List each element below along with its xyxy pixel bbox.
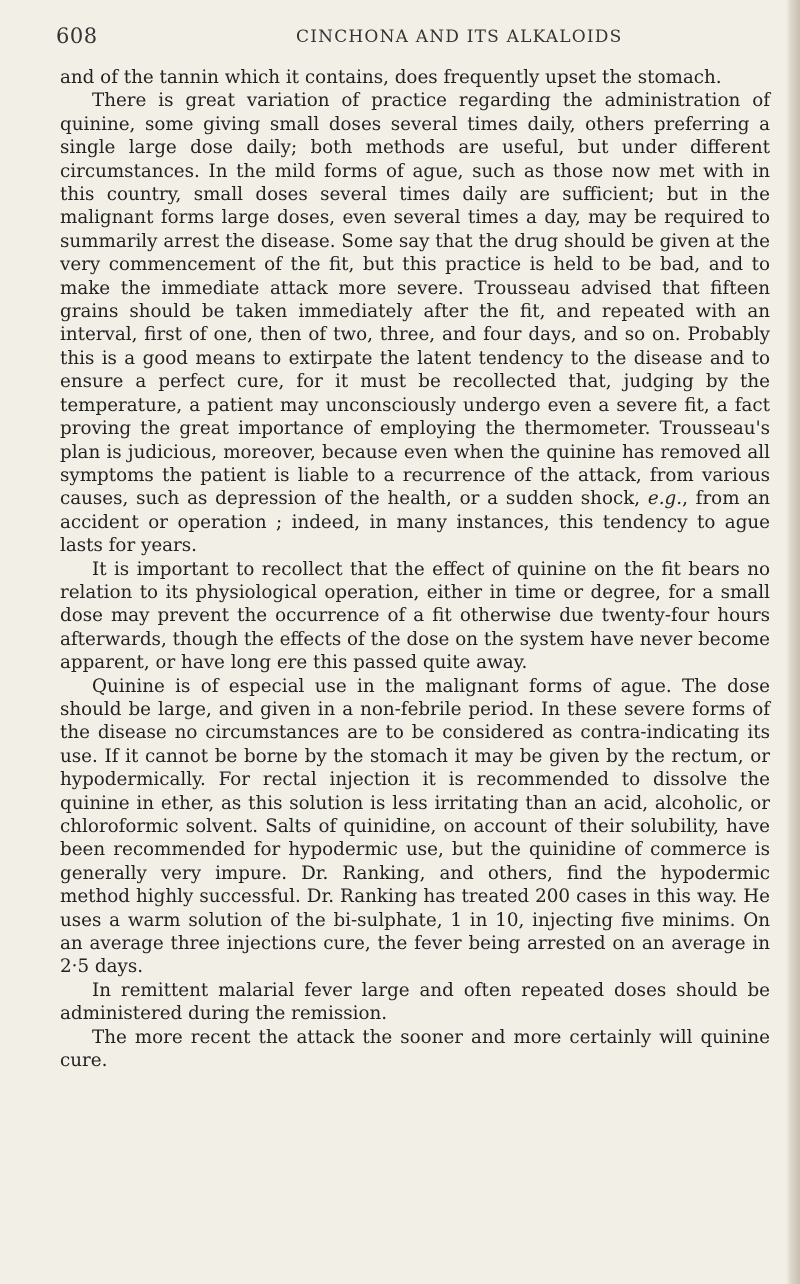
paragraph-malignant-forms: Quinine is of especial use in the malignant forms of ague. The dose should be large, and given in a non-febrile period. In these severe forms of the disease no circumstances are to be considered as contra-indicating its use. If it cannot be borne by the stomach it may be given by the rectum, or hypodermically. For rectal injection it is recommended to dissolve the quinine in ether, as this solution is less irritating than an acid, alcoholic, or chloroformic solvent. Salts of quinidine, on account of their solubility, have been recommended for hypodermic use, but the quinidine of commerce is generally very impure. Dr. Ranking, and others, find the hypodermic method highly successful. Dr. Ranking has treated 200 cases in this way. He uses a warm solution of the bi-sulphate, 1 in 10, injecting five minims. On an average three injections cure, the fever being arrested on an average in 2·5 days. [60,675,770,978]
paragraph-dosage-practice [60,89,770,557]
paragraph-recent-attack: The more recent the attack the sooner and more certainly will quinine cure. [60,1026,770,1072]
body-text [60,66,770,1072]
page-number: 608 [56,24,98,48]
paragraph-remittent-fever: In remittent malarial fever large and often repeated doses should be administered during the remission. [60,979,770,1025]
italic-abbreviation: e.g. [647,488,683,510]
page-edge-shadow [786,0,800,1284]
running-title: CINCHONA AND ITS ALKALOIDS [296,27,623,47]
paragraph-fit-effect: It is important to recollect that the effect of quinine on the fit bears no relation to its physiological operation, either in time or degree, for a small dose may prevent the occurrence of a fit otherwise due twenty-four hours afterwards, though the effects of the dose on the system have never become apparent, or have long ere this passed quite away. [60,558,770,674]
page-header [56,24,776,52]
paragraph-continuation: and of the tannin which it contains, does frequently upset the stomach. [60,67,722,88]
paragraph-text: , from an accident or operation ; indeed, in many instances, this tendency to ague lasts for years. [60,488,771,557]
paragraph-text: There is great variation of practice regarding the administration of quinine, some giving small doses several times daily, others preferring a single large dose daily; both methods are useful, but under different circumstances. In the mild forms of ague, such as those now met with in this country, small doses several times daily are sufficient; but in the malignant forms large doses, even several times a day, may be required to summarily arrest the disease. Some say that the drug should be given at the very commencement of the fit, but this practice is held to be bad, and to make the immediate attack more severe. Trousseau advised that fifteen grains should be taken immediately after the fit, and repeated with an interval, first of one, then of two, three, and four days, and so on. Probably this is a good means to extirpate the latent tendency to the disease and to ensure a perfect cure, for it must be recollected that, judging by the temperature, a patient may unconsciously undergo even a severe fit, a fact proving the great importance of employing the thermometer. Trousseau's plan is judicious, moreover, because even when the quinine has removed all symptoms the patient is liable to a recurrence of the attack, from various causes, such as depression of the health, or a sudden shock, [60,90,770,510]
